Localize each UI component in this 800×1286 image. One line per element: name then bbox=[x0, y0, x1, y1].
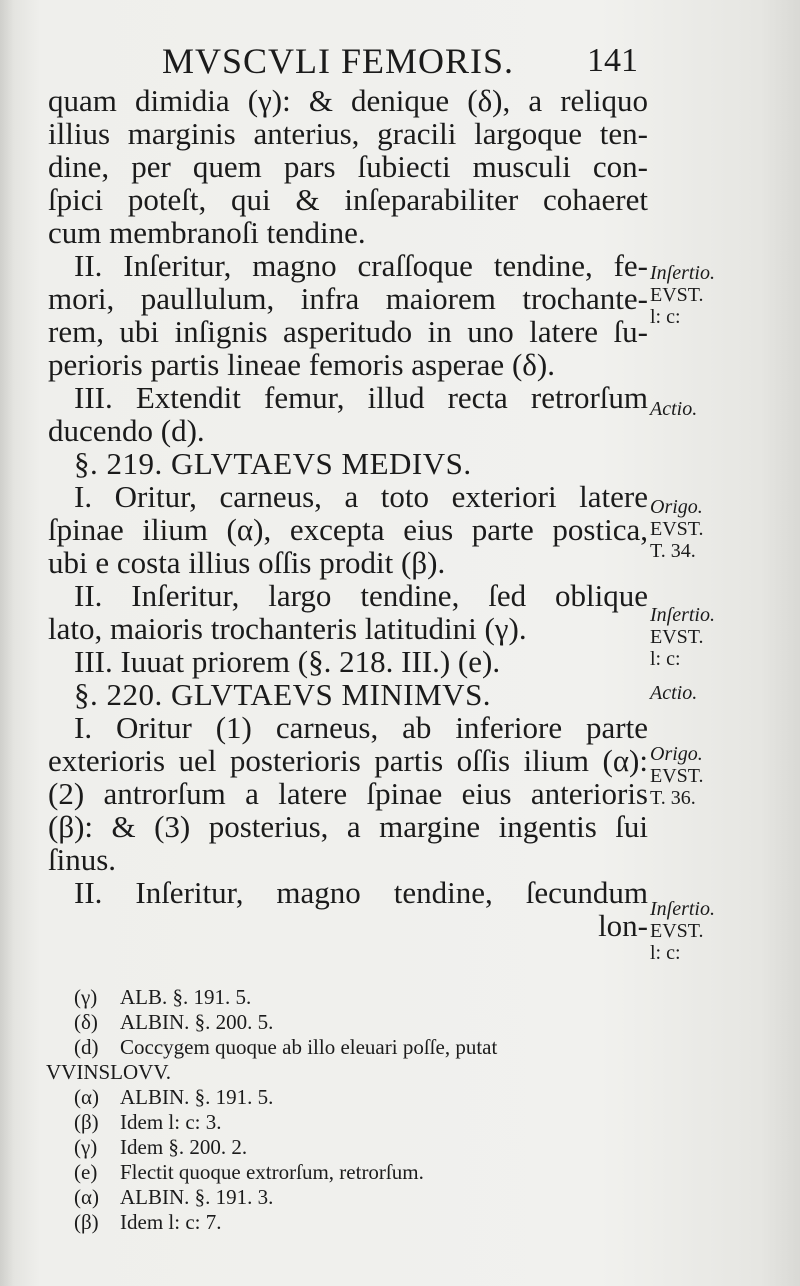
margin-note-label: Actio. bbox=[650, 682, 698, 704]
footnote-mark: (α) bbox=[74, 1185, 99, 1209]
body-line: III. Extendit femur, illud recta retrorſum bbox=[74, 380, 648, 415]
body-line: mori, paullulum, infra maiorem trochante- bbox=[48, 281, 648, 316]
margin-note-label: Actio. bbox=[650, 398, 698, 420]
margin-note bbox=[650, 262, 715, 328]
footnote bbox=[46, 1210, 656, 1235]
body-line: quam dimidia (γ): & denique (δ), a reliquo bbox=[48, 83, 648, 118]
page-header bbox=[0, 38, 800, 88]
section-heading-220: §. 220. GLVTAEVS MINIMVS. bbox=[74, 677, 492, 712]
margin-note-label: Origo. bbox=[650, 743, 703, 765]
body-line: ubi e costa illius oſſis prodit (β). bbox=[48, 545, 446, 580]
catchword: lon- bbox=[598, 908, 648, 943]
footnote-text: Coccygem quoque ab illo eleuari poſſe, putat bbox=[120, 1035, 498, 1059]
body-line: (β): & (3) posterius, a margine ingentis ſui bbox=[48, 809, 648, 844]
footnote-mark: (α) bbox=[74, 1085, 99, 1109]
body-line: lato, maioris trochanteris latitudini (γ). bbox=[48, 611, 527, 646]
margin-note-sub: l: c: bbox=[650, 942, 681, 964]
footnote bbox=[46, 985, 656, 1010]
body-line: II. Inſeritur, largo tendine, ſed oblique bbox=[74, 578, 648, 613]
body-line: illius marginis anterius, gracili largoque ten- bbox=[48, 116, 648, 151]
footnote-text: ALBIN. §. 200. 5. bbox=[120, 1010, 274, 1034]
footnote-text: Flectit quoque extrorſum, retrorſum. bbox=[120, 1160, 424, 1184]
footnote-mark: (δ) bbox=[74, 1010, 98, 1034]
footnote-mark: (e) bbox=[74, 1160, 98, 1184]
footnote bbox=[46, 1085, 656, 1110]
margin-note bbox=[650, 682, 697, 704]
margin-note-ref: EVST. bbox=[650, 284, 704, 306]
margin-note-ref: EVST. bbox=[650, 765, 704, 787]
footnote-text: Idem §. 200. 2. bbox=[120, 1135, 248, 1159]
footnotes bbox=[46, 985, 656, 1235]
margin-note-ref: EVST. bbox=[650, 518, 704, 540]
footnote bbox=[46, 1110, 656, 1135]
body-line: ducendo (d). bbox=[48, 413, 205, 448]
body-line: III. Iuuat priorem (§. 218. III.) (e). bbox=[74, 644, 501, 679]
margin-note-ref: EVST. bbox=[650, 626, 704, 648]
body-line: I. Oritur (1) carneus, ab inferiore parte bbox=[74, 710, 648, 745]
body-line: I. Oritur, carneus, a toto exteriori latere bbox=[74, 479, 648, 514]
body-line: cum membranoſi tendine. bbox=[48, 215, 366, 250]
body-line: exterioris uel posterioris partis oſſis ilium (α): bbox=[48, 743, 648, 778]
running-head: MVSCVLI FEMORIS. bbox=[162, 41, 515, 81]
margin-note-sub: l: c: bbox=[650, 306, 681, 328]
footnote-continuation bbox=[46, 1060, 656, 1085]
footnote-mark: (γ) bbox=[74, 985, 98, 1009]
margin-note bbox=[650, 743, 704, 809]
margin-note bbox=[650, 496, 704, 562]
margin-note bbox=[650, 898, 715, 964]
footnote-mark: (β) bbox=[74, 1110, 99, 1134]
margin-note-label: Origo. bbox=[650, 496, 703, 518]
footnote-text: Idem l: c: 3. bbox=[120, 1110, 222, 1134]
margin-note-label: Inſertio. bbox=[650, 262, 715, 284]
section-heading-219: §. 219. GLVTAEVS MEDIVS. bbox=[74, 446, 472, 481]
body-line: II. Inſeritur, magno tendine, ſecundum bbox=[74, 875, 648, 910]
margin-note-label: Inſertio. bbox=[650, 604, 715, 626]
body-line: dine, per quem pars ſubiecti musculi con- bbox=[48, 149, 648, 184]
margin-note-ref: EVST. bbox=[650, 920, 704, 942]
margin-note bbox=[650, 398, 697, 420]
footnote bbox=[46, 1035, 656, 1060]
footnote bbox=[46, 1160, 656, 1185]
body-line: perioris partis lineae femoris asperae (δ). bbox=[48, 347, 555, 382]
margin-note-sub: T. 34. bbox=[650, 540, 696, 562]
footnote-text: Idem l: c: 7. bbox=[120, 1210, 222, 1234]
page-number: 141 bbox=[587, 42, 638, 79]
footnote-mark: (β) bbox=[74, 1210, 99, 1234]
margin-note-sub: l: c: bbox=[650, 648, 681, 670]
margin-note-label: Inſertio. bbox=[650, 898, 715, 920]
footnote-text: ALBIN. §. 191. 5. bbox=[120, 1085, 274, 1109]
body-line: II. Inſeritur, magno craſſoque tendine, fe- bbox=[74, 248, 648, 283]
margin-note-sub: T. 36. bbox=[650, 787, 696, 809]
footnote-mark: (γ) bbox=[74, 1135, 98, 1159]
footnote-text: ALB. §. 191. 5. bbox=[120, 985, 252, 1009]
footnote-mark: (d) bbox=[74, 1035, 99, 1059]
body-line: ſpinae ilium (α), excepta eius parte postica, bbox=[48, 512, 648, 547]
body-text bbox=[48, 84, 648, 942]
footnote bbox=[46, 1135, 656, 1160]
body-line: (2) antrorſum a latere ſpinae eius anterioris bbox=[48, 776, 648, 811]
body-line: ſpici poteſt, qui & inſeparabiliter cohaeret bbox=[48, 182, 648, 217]
footnote-text: ALBIN. §. 191. 3. bbox=[120, 1185, 274, 1209]
footnote-text: VVINSLOVV. bbox=[46, 1060, 172, 1084]
body-line: rem, ubi inſignis asperitudo in uno latere ſu- bbox=[48, 314, 648, 349]
footnote bbox=[46, 1010, 656, 1035]
margin-note bbox=[650, 604, 715, 670]
body-line: ſinus. bbox=[48, 842, 117, 877]
footnote bbox=[46, 1185, 656, 1210]
